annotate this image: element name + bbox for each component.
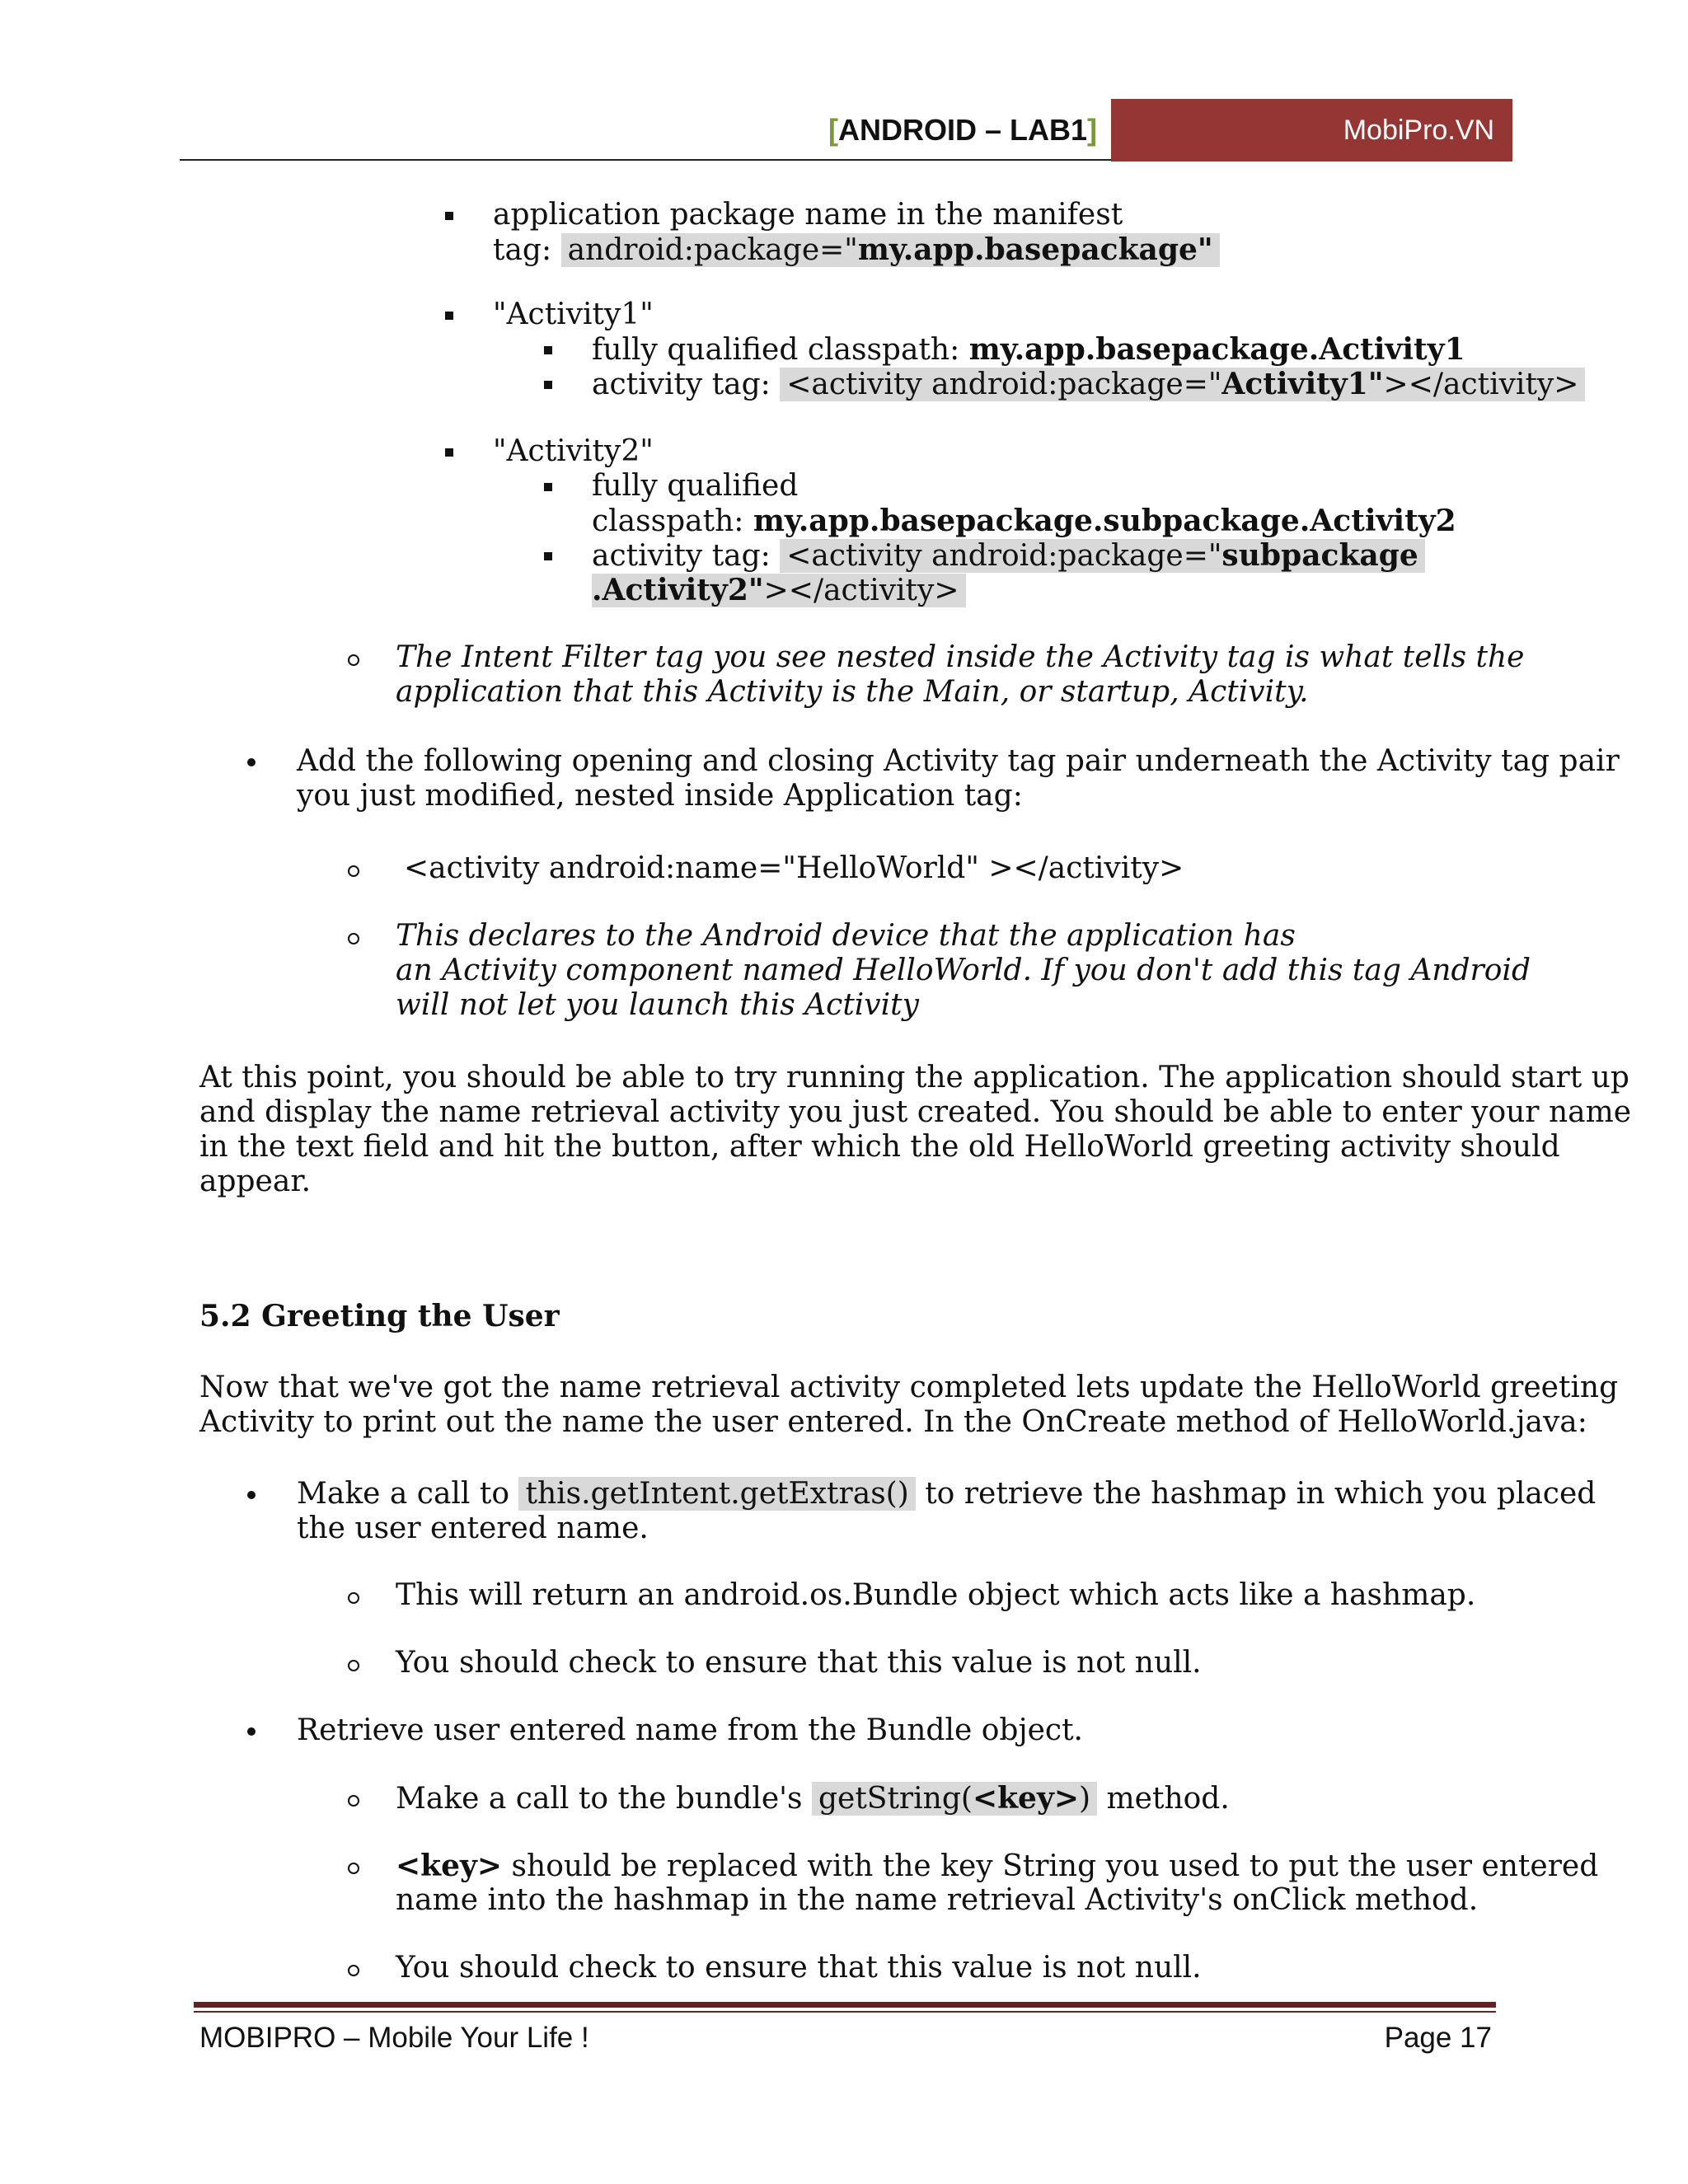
declare-line2 [396,954,1531,988]
a1-classpath-value: my.app.basepackage.Activity1 [968,332,1465,367]
getstring-line [396,1781,1230,1816]
a2-tag-bold2: .Activity2" [592,573,764,607]
getstring-prefix: Make a call to the bundle's [396,1782,803,1816]
a2-tag-line1 [592,538,1425,574]
call-suffix: to retrieve the hashmap in which you placed [925,1477,1597,1511]
getstring-code-key: <key> [972,1781,1080,1816]
intent-note-line1 [396,640,1524,675]
footer-left: MOBIPRO – Mobile Your Life ! [199,2022,589,2054]
declare-text3: will not let you launch this Activity [396,988,919,1022]
square-bullet [445,212,453,220]
null-check-1: You should check to ensure that this value is not null. [396,1646,1202,1680]
pkg-tag-code [561,233,1220,267]
a1-tag-prefix: <activity android:package=" [786,368,1222,401]
key-line2: name into the hashmap in the name retrieval Activity's onClick method. [396,1883,1479,1917]
para2-line2: Activity to print out the name the user entered. In the OnCreate method of HelloWorld.java: [199,1405,1587,1439]
para1-line4: appear. [199,1165,312,1198]
declare-line3 [396,988,919,1023]
square-bullet [544,346,552,354]
hello-tag: <activity android:name="HelloWorld" ></activity> [404,851,1184,885]
declare-text2: an Activity component named HelloWorld. If you don't add this tag Android [396,954,1531,987]
activity2-name: "Activity2" [493,434,654,468]
section-title: 5.2 Greeting the User [199,1299,560,1333]
para1-line3: in the text field and hit the button, after which the old HelloWorld greeting activity should [199,1130,1560,1164]
a2-classpath [592,504,1456,539]
para1-line1: At this point, you should be able to try running the application. The application should start up [199,1061,1629,1094]
key-line1 [396,1849,1598,1884]
header-title [828,112,1097,148]
pkg-tag-label: tag: [493,233,552,267]
square-bullet [445,448,453,457]
key-bold: <key> [396,1849,503,1883]
header-bracket-close: ] [1087,113,1098,147]
header-rule [180,159,1111,161]
a1-tag-bold: Activity1" [1221,367,1384,401]
round-bullet [247,1491,256,1499]
pkg-tag-code-bold: my.app.basepackage" [857,232,1213,267]
square-bullet [544,483,552,491]
pkg-tag-code-prefix: android:package=" [567,233,858,267]
circle-bullet [348,933,359,944]
square-bullet [544,552,552,560]
retrieve-line: Retrieve user entered name from the Bundle object. [297,1713,1083,1747]
footer-rule-thick [194,2002,1496,2008]
a2-tag-line2 [592,573,966,608]
null-check-2: You should check to ensure that this value is not null. [396,1951,1202,1985]
a2-classpath-line1: fully qualified [592,469,799,503]
a2-tag-bold1: subpackage [1221,538,1418,573]
circle-bullet [348,1795,359,1807]
para2-line1: Now that we've got the name retrieval activity completed lets update the HelloWorld greeting [199,1371,1619,1404]
circle-bullet [348,1592,359,1604]
a2-tag-code-2 [592,574,966,607]
round-bullet [247,1727,256,1736]
declare-text1: This declares to the Android device that the application has [396,919,1296,953]
a2-classpath-label: classpath: [592,504,744,538]
header-brand: MobiPro.VN [1343,115,1494,146]
pkg-tag-line [493,232,1220,268]
footer-rule-thin [194,2011,1496,2013]
circle-bullet [348,1863,359,1874]
add-line2: you just modified, nested inside Application tag: [297,779,1023,813]
a1-tag-suffix: ></activity> [1383,368,1579,401]
a2-tag-prefix: <activity android:package=" [786,539,1222,573]
a1-classpath-label: fully qualified classpath: [592,333,960,367]
intent-note-text2: application that this Activity is the Main, or startup, Activity. [396,675,1309,709]
circle-bullet [348,1660,359,1671]
a2-classpath-value: my.app.basepackage.subpackage.Activity2 [753,504,1456,538]
activity1-name: "Activity1" [493,298,654,331]
key-line1-rest: should be replaced with the key String you used to put the user entered [511,1849,1599,1883]
pkg-line1: application package name in the manifest [493,198,1123,232]
circle-bullet [348,865,359,877]
getstring-code-c: ) [1079,1782,1091,1816]
page-number: Page 17 [1384,2022,1492,2054]
call-code: this.getIntent.getExtras() [518,1477,915,1511]
header-brand-block [1111,99,1512,162]
a2-tag-suffix: ></activity> [763,574,959,607]
para1-line2: and display the name retrieval activity you just created. You should be able to enter your name [199,1095,1632,1129]
getstring-code-a: getString( [818,1782,973,1816]
round-bullet [247,758,256,766]
a1-tag [592,367,1585,402]
square-bullet [544,381,552,389]
bundle-note: This will return an android.os.Bundle object which acts like a hashmap. [396,1578,1476,1612]
call-line1 [297,1477,1596,1511]
getstring-code [812,1782,1097,1816]
getstring-suffix: method. [1106,1782,1230,1816]
header-title-text: ANDROID – LAB1 [838,113,1088,147]
call-prefix: Make a call to [297,1477,510,1511]
square-bullet [445,312,453,320]
call-line2: the user entered name. [297,1511,649,1545]
intent-note-line2 [396,675,1309,710]
a1-classpath [592,332,1465,368]
circle-bullet [348,654,359,666]
a2-tag-label: activity tag: [592,539,771,573]
header-bracket-open: [ [828,113,838,147]
intent-note-text1: The Intent Filter tag you see nested inside the Activity tag is what tells the [396,640,1525,674]
declare-line1 [396,919,1296,954]
add-line1: Add the following opening and closing Activity tag pair underneath the Activity tag pair [297,744,1620,778]
a1-tag-label: activity tag: [592,368,771,401]
a1-tag-code [780,368,1585,401]
circle-bullet [348,1965,359,1976]
a2-tag-code-1 [780,539,1425,573]
